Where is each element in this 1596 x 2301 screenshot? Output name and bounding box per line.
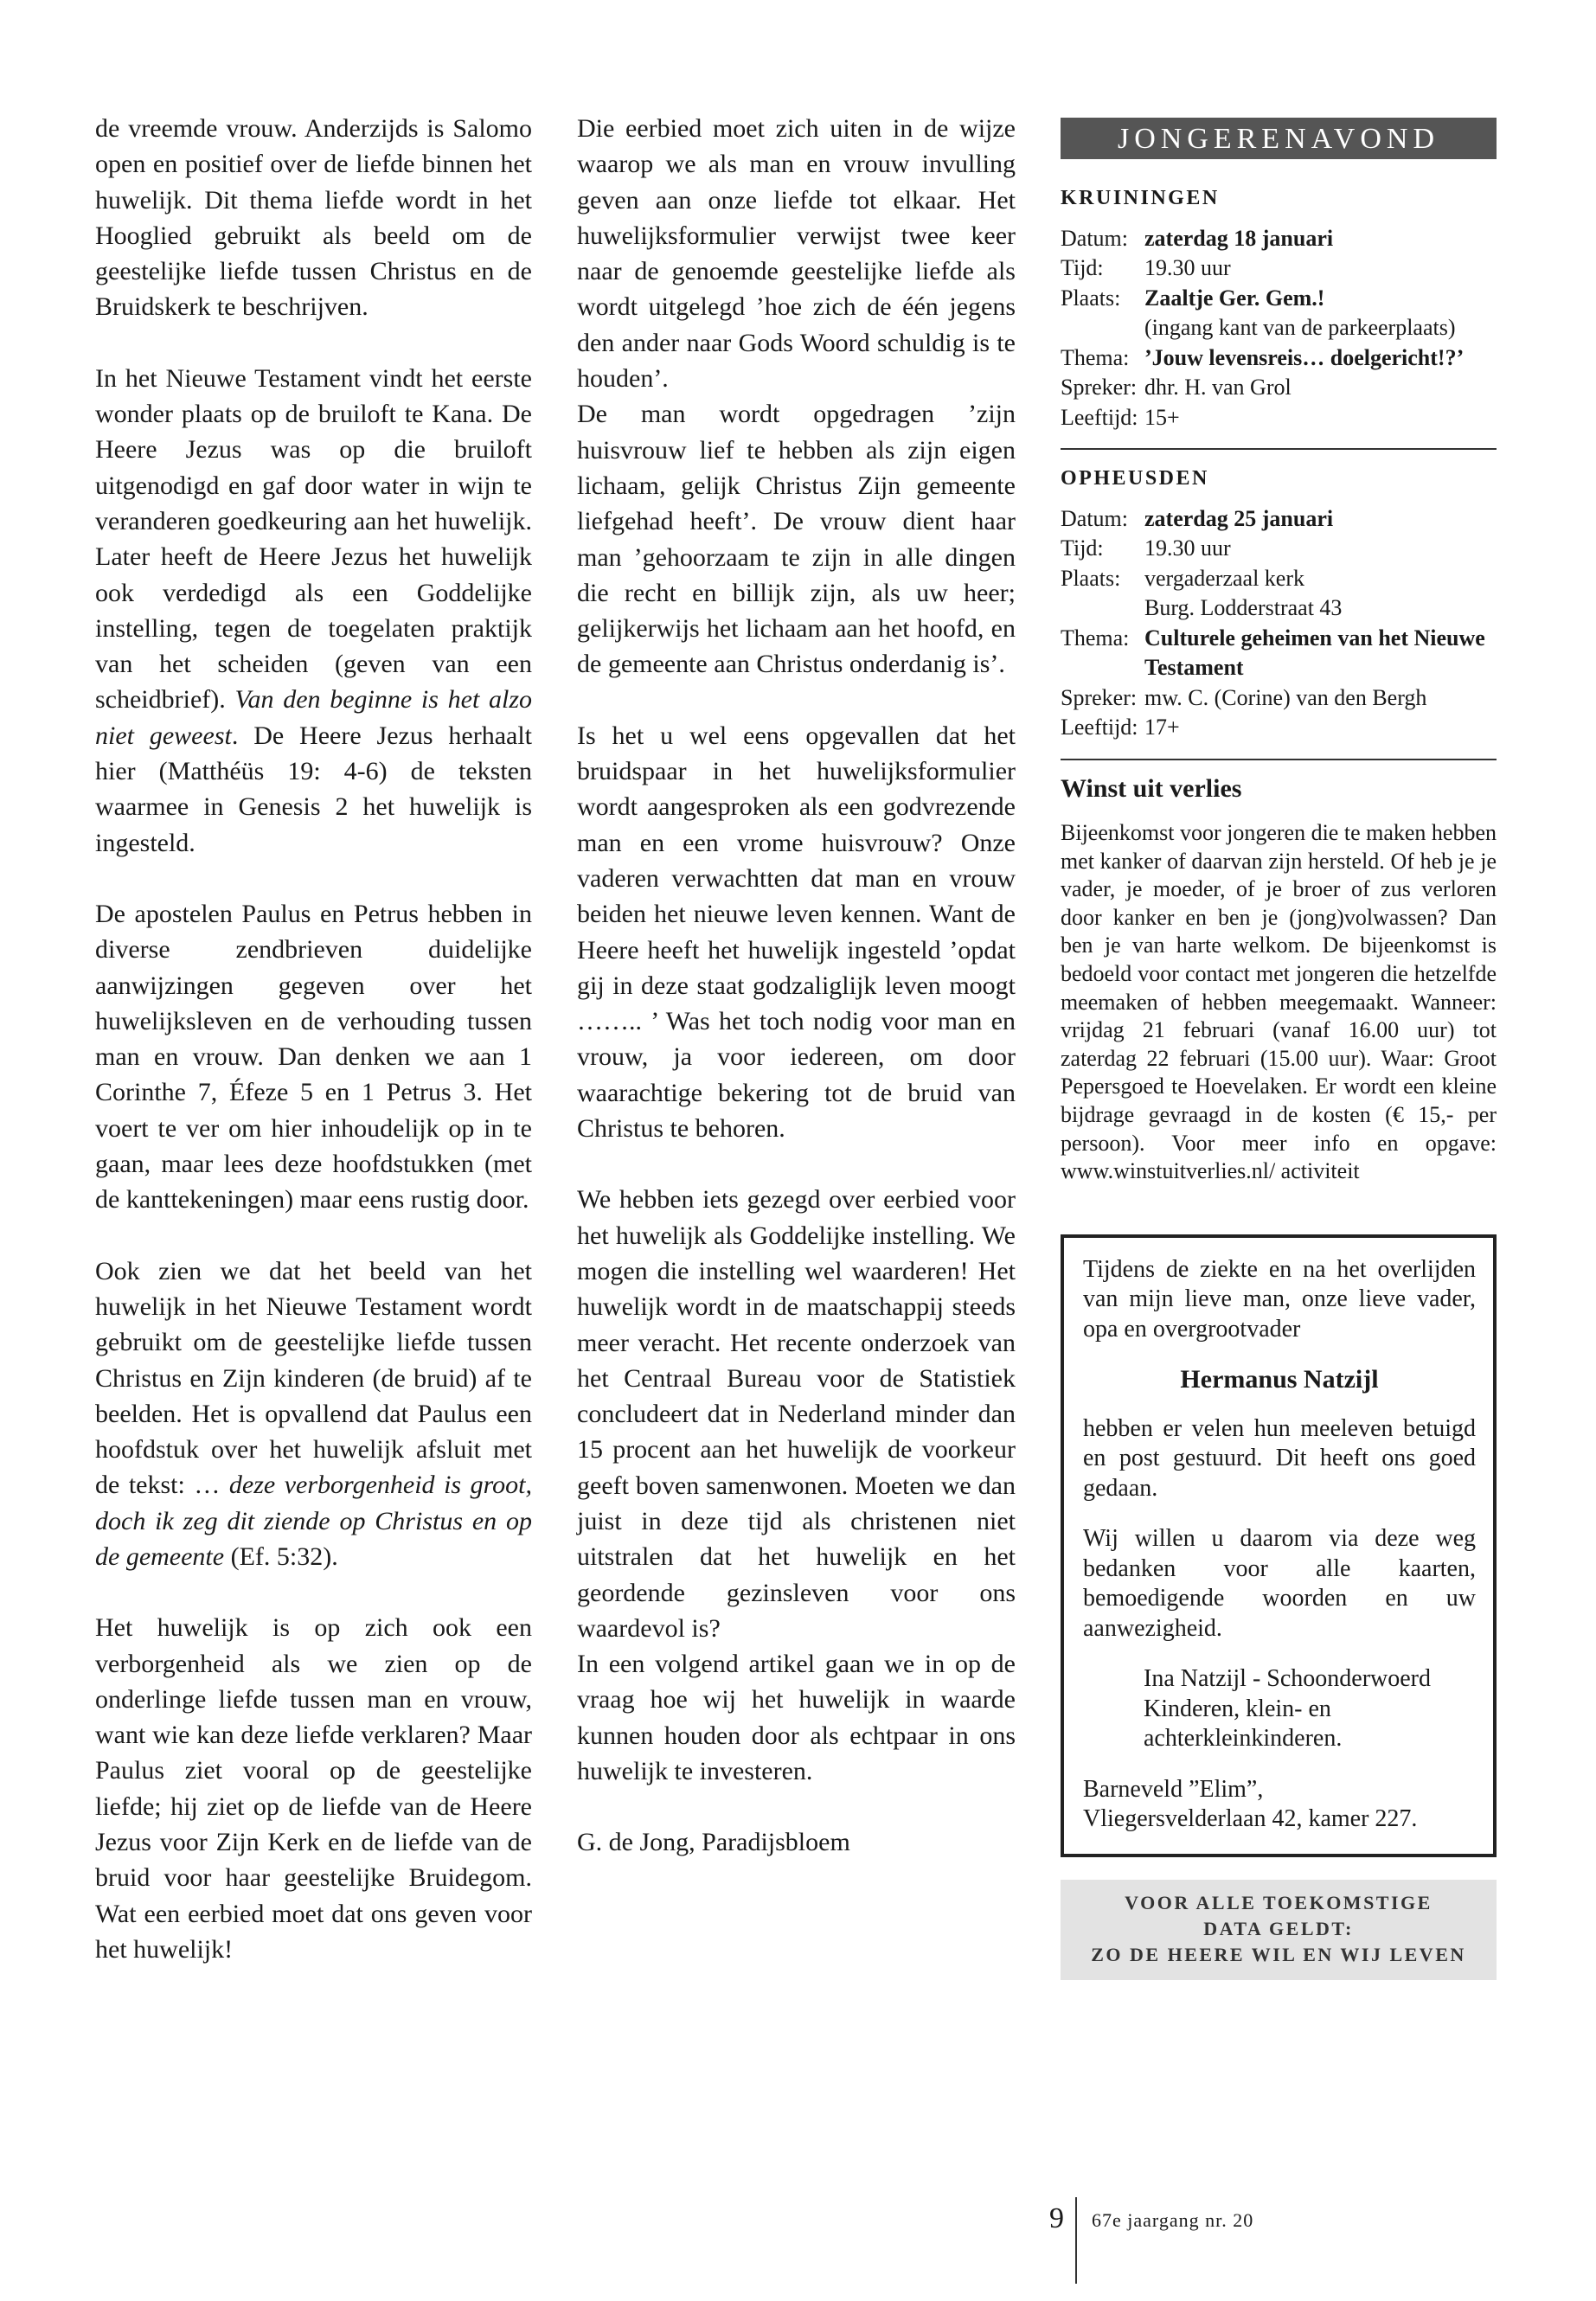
- event-place-extra: (ingang kant van de parkeerplaats): [1144, 315, 1456, 340]
- event-place-extra: Burg. Lodderstraat 43: [1144, 595, 1343, 620]
- paragraph-text: Ook zien we dat het beeld van het huwelijk in het Nieuwe Testament wordt gebruikt om de geestelijke liefde tussen Christus en Zijn kinderen (de bruid) af te beelden. Het is opvallend dat Paulus een hoofdstuk over het huwelijk afsluit met de tekst: …: [95, 1256, 532, 1500]
- quote-line: ZO DE HEERE WIL EN WIJ LEVEN: [1091, 1943, 1466, 1965]
- event-speaker: dhr. H. van Grol: [1144, 375, 1292, 400]
- article-paragraph: We hebben iets gezegd over eerbied voor het huwelijk als Goddelijke instelling. We mogen die instelling wel waarderen! Het huwelijk wordt in de maatschappij steeds meer veracht. Het recente onderzoek van het Centraal Bureau voor de Statistiek concludeert dat in Nederland minder dan 15 procent aan het huwelijk de voorkeur geeft boven samenwonen. Moeten we dan juist in deze tijd als christenen niet uitstralen dat het huwelijk en het geordende gezinsleven voor ons waardevol is?: [577, 1185, 1016, 1643]
- footer-divider: [1075, 2197, 1077, 2284]
- event-theme: ’Jouw levensreis… doelgericht!?’: [1144, 344, 1465, 370]
- obituary-paragraph: Wij willen u daarom via deze weg bedanken voor alle kaarten, bemoedigende woorden en uw aanwezigheid.: [1083, 1525, 1476, 1642]
- article-paragraph: de vreemde vrouw. Anderzijds is Salomo open en positief over de liefde binnen het huwelijk. Dit thema liefde wordt in het Hooglied gebruikt als beeld om de geestelijke liefde tussen Christus en de Bruidskerk te beschrijven.: [95, 114, 532, 322]
- quote-line: VOOR ALLE TOEKOMSTIGE: [1125, 1891, 1433, 1913]
- jongerenavond-header: JONGERENAVOND: [1061, 118, 1497, 159]
- divider: [1061, 759, 1497, 760]
- signer-line: Kinderen, klein- en: [1144, 1695, 1331, 1722]
- article-column-2: [577, 111, 1016, 1896]
- paragraph-text: . De Heere Jezus herhaalt hier (Matthéüs 19: 4-6) de teksten waarmee in Genesis 2 het huwelijk is ingesteld.: [95, 721, 532, 857]
- page-number: 9: [1049, 2202, 1064, 2234]
- sidebar-column: [1061, 118, 1497, 1980]
- event-theme: Culturele geheimen van het Nieuwe Testament: [1144, 625, 1485, 680]
- event-location: OPHEUSDEN: [1061, 467, 1209, 490]
- obituary-address: [1083, 1775, 1476, 1835]
- divider: [1061, 448, 1497, 450]
- paragraph-text: (Ef. 5:32).: [224, 1541, 338, 1571]
- event-place: vergaderzaal kerk: [1144, 565, 1305, 591]
- event-place: Zaaltje Ger. Gem.!: [1144, 285, 1325, 311]
- paragraph-quote: deze verborgenheid is groot, doch ik zeg dit ziende op Christus en op de gemeente: [95, 1471, 533, 1571]
- obituary-name: Hermanus Natzijl: [1180, 1365, 1379, 1394]
- article-paragraph: De man wordt opgedragen ’zijn huisvrouw lief te hebben als zijn eigen lichaam, gelijk Christus Zijn gemeente liefgehad heeft’. De vrouw dient haar man ’gehoorzaam te zijn in alle dingen die recht en billijk zijn, als uw heer; gelijkerwijs het lichaam aan het hoofd, en de gemeente aan Christus onderdanig is’.: [577, 400, 1016, 679]
- leeftijd-label: Leeftijd:: [1061, 404, 1138, 430]
- event-time: 19.30 uur: [1144, 535, 1231, 561]
- event-age: 15+: [1144, 404, 1180, 430]
- tijd-label: Tijd:: [1061, 535, 1104, 561]
- tijd-label: Tijd:: [1061, 255, 1104, 280]
- volume-info: 67e jaargang nr. 20: [1092, 2209, 1254, 2231]
- event-speaker: mw. C. (Corine) van den Bergh: [1144, 684, 1427, 710]
- plaats-label: Plaats:: [1061, 285, 1121, 311]
- address-line: Barneveld ”Elim”,: [1083, 1775, 1264, 1803]
- event-kruiningen: [1061, 183, 1497, 433]
- event-location: KRUININGEN: [1061, 187, 1220, 209]
- article-paragraph: Die eerbied moet zich uiten in de wijze waarop we als man en vrouw invulling geven aan onze liefde tot elkaar. Het huwelijksformulier verwijst twee keer naar de genoemde geestelijke liefde als wordt uitgelegd ’hoe zich de één jegens den ander naar Gods Woord schuldig is te houden’.: [577, 114, 1016, 394]
- article-paragraph: Is het u wel eens opgevallen dat het bruidspaar in het huwelijksformulier wordt aangesproken als een godvrezende man en een vrome huisvrouw? Onze vaderen verwachtten dat man en vrouw beiden het nieuwe leven kennen. Want de Heere heeft het huwelijk ingesteld ’opdat gij in deze staat godzaliglijk leven moogt …….. ’ Was het toch nodig voor man en vrouw, ja voor iedereen, om door waarachtige bekering tot de bruid van Christus te behoren.: [577, 721, 1016, 1144]
- page-footer: [0, 2197, 1596, 2284]
- article-paragraph: [95, 361, 532, 861]
- address-line: Vliegersvelderlaan 42, kamer 227.: [1083, 1805, 1418, 1833]
- obituary-signers: [1144, 1664, 1476, 1754]
- obituary-intro: Tijdens de ziekte en na het overlijden van mijn lieve man, onze lieve vader, opa en overgrootvader: [1083, 1255, 1476, 1343]
- article-paragraph: Het huwelijk is op zich ook een verborgenheid als we zien op de onderlinge liefde tussen man en vrouw, want wie kan deze liefde verklaren? Maar Paulus ziet vooral op de geestelijke liefde; hij ziet op de liefde van de Heere Jezus voor Zijn Kerk en de liefde van de bruid voor haar geestelijke Bruidegom. Wat een eerbied moet dat ons geven voor het huwelijk!: [95, 1613, 532, 1964]
- paragraph-quote: Van den beginne is het alzo niet geweest: [95, 685, 533, 750]
- winst-title: Winst uit verlies: [1061, 773, 1242, 803]
- article-paragraph: In een volgend artikel gaan we in op de vraag hoe wij het huwelijk in waarde kunnen houden door als echtpaar in ons huwelijk te investeren.: [577, 1650, 1016, 1786]
- event-age: 17+: [1144, 715, 1180, 740]
- article-column-1: [95, 111, 532, 2003]
- spreker-label: Spreker:: [1061, 375, 1138, 400]
- quote-box: [1061, 1880, 1497, 1980]
- event-date: zaterdag 25 januari: [1144, 505, 1334, 531]
- article-author: G. de Jong, Paradijsbloem: [577, 1828, 850, 1857]
- obituary-paragraph: hebben er velen hun meeleven betuigd en post gestuurd. Dit heeft ons goed gedaan.: [1083, 1414, 1476, 1502]
- winst-body: Bijeenkomst voor jongeren die te maken hebben met kanker of daarvan zijn hersteld. Of heb je je vader, je moeder, of je broer of zus verloren door kanker en ben je (jong)volwassen? Dan ben je van harte welkom. De bijeenkomst is bedoeld voor contact met jongeren die hetzelfde meemaken of hebben meegemaakt. Wanneer: vrijdag 21 februari (vanaf 16.00 uur) tot zaterdag 22 februari (15.00 uur). Waar: Groot Pepersgoed te Hoevelaken. Er wordt een kleine bijdrage gevraagd in de kosten (€ 15,- per persoon). Voor meer info en opgave: www.winstuitverlies.nl/ activiteit: [1061, 820, 1497, 1184]
- datum-label: Datum:: [1061, 225, 1128, 251]
- thema-label: Thema:: [1061, 625, 1130, 651]
- obituary-box: [1061, 1234, 1497, 1857]
- event-time: 19.30 uur: [1144, 255, 1231, 280]
- leeftijd-label: Leeftijd:: [1061, 715, 1138, 740]
- thema-label: Thema:: [1061, 344, 1130, 370]
- quote-line: DATA GELDT:: [1203, 1917, 1354, 1939]
- signer-line: Ina Natzijl - Schoonderwoerd: [1144, 1665, 1431, 1693]
- plaats-label: Plaats:: [1061, 565, 1121, 591]
- event-date: zaterdag 18 januari: [1144, 225, 1334, 251]
- event-opheusden: [1061, 464, 1497, 743]
- article-paragraph: [95, 1253, 532, 1575]
- datum-label: Datum:: [1061, 505, 1128, 531]
- paragraph-text: In het Nieuwe Testament vindt het eerste wonder plaats op de bruiloft te Kana. De Heere Jezus was op die bruiloft uitgenodigd en gaf door water in wijn te veranderen goedkeuring aan het huwelijk. Later heeft de Heere Jezus het huwelijk ook verdedigd als een Goddelijke instelling, tegen de toegelaten praktijk van het scheiden (geven van een scheidbrief).: [95, 363, 532, 715]
- signer-line: achterkleinkinderen.: [1144, 1725, 1343, 1753]
- spreker-label: Spreker:: [1061, 684, 1138, 710]
- article-paragraph: De apostelen Paulus en Petrus hebben in diverse zendbrieven duidelijke aanwijzingen gegeven over het huwelijksleven en de verhouding tussen man en vrouw. Dan denken we aan 1 Corinthe 7, Éfeze 5 en 1 Petrus 3. Het voert te ver om hier inhoudelijk op in te gaan, maar lees deze hoofdstukken (met de kanttekeningen) maar eens rustig door.: [95, 899, 532, 1215]
